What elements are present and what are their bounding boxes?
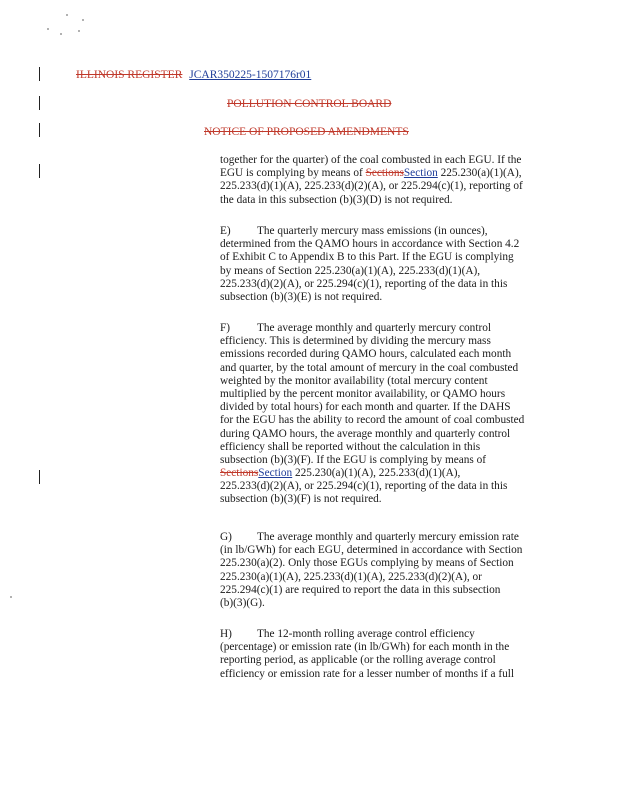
deleted-text: Sections bbox=[220, 467, 259, 480]
text-line: emissions recorded during QAMO hours, calculated each month bbox=[220, 348, 512, 361]
scan-speck bbox=[60, 33, 62, 35]
paragraph-g bbox=[220, 531, 522, 610]
text-line bbox=[220, 628, 514, 641]
item-label: F) bbox=[220, 322, 231, 334]
paragraph-f bbox=[220, 322, 524, 507]
text-line bbox=[220, 531, 522, 544]
text-line bbox=[220, 225, 519, 238]
scan-speck bbox=[66, 14, 68, 16]
text-line: and quarter, by the total amount of mercury in the coal combusted bbox=[220, 361, 519, 374]
text-line: during QAMO hours, the average monthly and quarterly control bbox=[220, 427, 511, 440]
text-line: efficiency shall be reported without the calculation in this bbox=[220, 440, 481, 453]
text-line: 225.233(d)(2)(A), or 225.294(c)(1), reporting of the data in this bbox=[220, 480, 508, 493]
text-line: determined from the QAMO hours in accordance with Section 4.2 bbox=[220, 238, 520, 251]
item-label: E) bbox=[220, 225, 231, 237]
paragraph-d-continued bbox=[220, 154, 523, 207]
text-line bbox=[220, 467, 524, 480]
scan-speck bbox=[82, 19, 84, 21]
text-line: 225.294(c)(1) are required to report the data in this subsection bbox=[220, 583, 501, 596]
change-bar bbox=[39, 470, 40, 484]
deleted-text: Sections bbox=[365, 167, 404, 180]
text-line: for the EGU has the ability to record the amount of coal combusted bbox=[220, 414, 525, 427]
text-line: divided by total hours) for each month and quarter. If the DAHS bbox=[220, 401, 511, 414]
text-line: of Exhibit C to Appendix B to this Part. If the EGU is complying bbox=[220, 251, 514, 264]
text-line: subsection (b)(3)(F) is not required. bbox=[220, 493, 382, 506]
text-run: The average monthly and quarterly mercury control bbox=[257, 322, 492, 334]
text-run: The quarterly mercury mass emissions (in ounces), bbox=[257, 225, 488, 237]
board-title: POLLUTION CONTROL BOARD bbox=[227, 98, 392, 110]
scan-speck bbox=[47, 28, 49, 30]
text-line: the data in this subsection (b)(3)(D) is not required. bbox=[220, 193, 453, 206]
text-line: together for the quarter) of the coal combusted in each EGU. If the bbox=[220, 154, 522, 166]
text-line bbox=[220, 322, 524, 335]
inserted-text: Section bbox=[258, 467, 293, 480]
paragraph-e bbox=[220, 225, 519, 304]
text-line: weighted by the monitor availability (total mercury content bbox=[220, 374, 488, 387]
text-line: by means of Section 225.230(a)(1)(A), 225.233(d)(1)(A), bbox=[220, 264, 481, 277]
notice-title: NOTICE OF PROPOSED AMENDMENTS bbox=[204, 126, 409, 138]
text-run: The 12-month rolling average control efficiency bbox=[257, 628, 475, 640]
text-run: 225.230(a)(1)(A), 225.233(d)(1)(A), bbox=[292, 467, 461, 480]
paragraph-h bbox=[220, 628, 514, 681]
text-line: efficiency. This is determined by dividing the mercury mass bbox=[220, 335, 491, 348]
text-run: 225.230(a)(1)(A), bbox=[437, 167, 522, 180]
text-line: efficiency or emission rate for a lesser number of months if a full bbox=[220, 667, 515, 680]
text-line: subsection (b)(3)(F). If the EGU is complying by means of bbox=[220, 453, 487, 466]
text-line: (b)(3)(G). bbox=[220, 596, 265, 609]
text-line: 225.233(d)(1)(A), 225.233(d)(2)(A), or 225.294(c)(1), reporting of bbox=[220, 180, 523, 193]
change-bar bbox=[39, 96, 40, 110]
text-line: subsection (b)(3)(E) is not required. bbox=[220, 290, 383, 303]
text-line: 225.230(a)(2). Only those EGUs complying by means of Section bbox=[220, 557, 514, 570]
item-label: G) bbox=[220, 531, 232, 543]
text-line: (percentage) or emission rate (in lb/GWh) for each month in the bbox=[220, 641, 510, 654]
change-bar bbox=[39, 123, 40, 137]
register-header bbox=[76, 69, 311, 81]
text-line: multiplied by the percent monitor availability, or QAMO hours bbox=[220, 387, 506, 400]
text-run: EGU is complying by means of bbox=[220, 167, 366, 180]
scan-speck bbox=[10, 596, 12, 598]
change-bar bbox=[39, 164, 40, 178]
text-line: 225.233(d)(2)(A), or 225.294(c)(1), reporting of the data in this bbox=[220, 277, 508, 290]
register-code: JCAR350225-1507176r01 bbox=[189, 69, 312, 81]
text-line: reporting period, as applicable (or the rolling average control bbox=[220, 654, 496, 667]
text-line: (in lb/GWh) for each EGU, determined in accordance with Section bbox=[220, 544, 523, 557]
scan-speck bbox=[78, 30, 80, 32]
text-run: The average monthly and quarterly mercury emission rate bbox=[257, 531, 519, 543]
register-title-deleted: ILLINOIS REGISTER bbox=[76, 69, 183, 81]
item-label: H) bbox=[220, 628, 232, 640]
change-bar bbox=[39, 67, 40, 81]
text-line bbox=[220, 167, 523, 180]
inserted-text: Section bbox=[403, 167, 438, 180]
text-line: 225.230(a)(1)(A), 225.233(d)(1)(A), 225.233(d)(2)(A), or bbox=[220, 570, 482, 583]
